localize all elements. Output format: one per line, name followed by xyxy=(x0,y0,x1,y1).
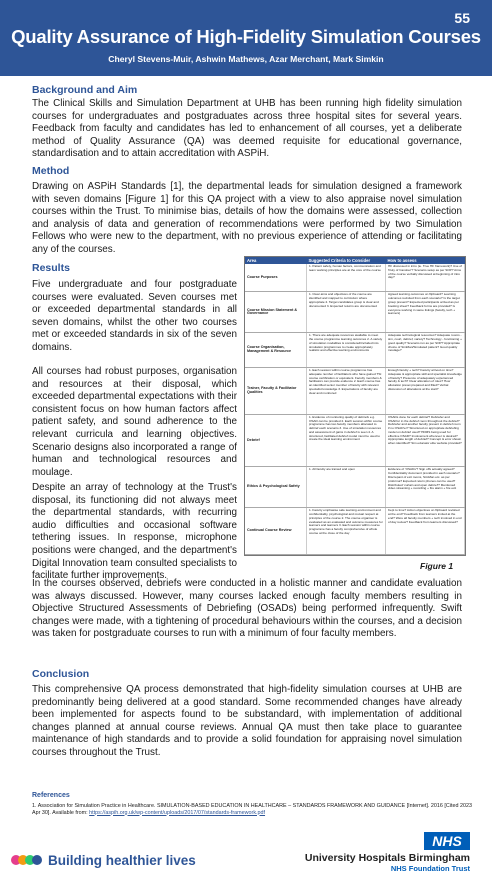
table-row xyxy=(245,467,465,508)
table-header-criteria: Suggested Criteria to Consider xyxy=(306,257,385,264)
results-paragraph-4: In the courses observed, debriefs were conducted in a holistic manner and candidate evaluation was always discussed. However, many courses lacked enough faculty members resulting in Objective Structured Assessments of Debriefing (OSADs) being performed infrequently. Swift changes were made, with a tightening of procedural behaviours within the courses, and a decision was taken for postgraduate courses to run with a minimum of four faculty members. xyxy=(32,578,462,640)
table-header-assess: How to assess xyxy=(385,257,464,264)
results-paragraph-2: All courses had robust purposes, organisation and resources at their disposal, which exceeded departmental expectations with their consistent focus on how human factors affect patient safety, and sound adherence to the relevant curricula and learning objectives. Scenario designs also incorporated a range of human and technological resources and moulage. xyxy=(32,366,237,478)
poster-number: 55 xyxy=(454,10,470,26)
table-cell-criteria: 1. All faculty are trained and open xyxy=(306,467,385,508)
table-cell-area: Continual Course Review xyxy=(245,508,306,555)
results-paragraph-3: Despite an array of technology at the Trust's disposal, its functioning did not always meet the departmental standards, with recurring audio difficulties and occasional software tethering issues. In response, microphone positions were changed, and the department's Digital Innovation team consulted specialists to facilitate further improvements. xyxy=(32,482,237,582)
table-row xyxy=(245,264,465,292)
table-cell-area: Course Organisation, Management & Resource xyxy=(245,333,306,368)
table-cell-criteria: 1. Evidence of monitoring quality of debriefs e.g. OSAD can be provided 2. Each session within course programme has two faculty members allocated to debrief each scenario 3. Use of simulation resources and assessment of gains in debrief is seen 4. A structured, facilitated debrief model must be used to create the ideal learning environment xyxy=(306,414,385,467)
table-cell-area: Ethics & Psychological Safety xyxy=(245,467,306,508)
reference-text: 1. Association for Simulation Practice in Healthcare. SIMULATION-BASED EDUCATION IN HEALTHCARE – STANDARDS FRAMEWORK AND GUIDANCE [Internet]. 2016 [Cited 2023 Apr 30]. Available from: xyxy=(32,803,472,816)
trust-name: University Hospitals Birmingham xyxy=(304,852,470,864)
table-cell-area: Course Mission Statement & Governance xyxy=(245,292,306,333)
table-cell-area: Debrief xyxy=(245,414,306,467)
table-row xyxy=(245,333,465,368)
table-cell-assess: OSADs done for each debrief? Debriefer and OSAD'er in the debrief room throughout the debrief? Debriefer and another faculty present in debrief room if no OSAD'er? Structured on appropriate debriefing model on debrief used? HDMS being used for effective OSAD? Involvement wherever is desired? Appropriate length of debrief? Concept & error shown when identified? Sim educator elite website provided? xyxy=(385,414,464,467)
table-cell-assess: Enough faculty + tech? Faculty arrived on time? Adequate & appropriate skill and specialist knowledge of faculty? Presence of adequately experienced faculty & tech? Clear allocation of roles? How allocation preset prepared and filled? Verbal discussion of allocations at the start? xyxy=(385,367,464,414)
method-text: Drawing on ASPiH Standards [1], the departmental leads for simulation designed a framework with seven domains [Figure 1] for this QA project with a view to also appraise novel simulation courses within the Trust. To minimise bias, details of how the domains were assessed, collection and analysis of data and generation of recommendations were performed by two Simulation Fellows who were new to the department, with no previous experience of attending or facilitating any of the courses. xyxy=(32,181,462,255)
table-cell-criteria: 1. Patient safety, human factors, communication and team working principles are at the core of the course xyxy=(306,264,385,292)
reference-item xyxy=(32,803,472,816)
nhs-logo: NHS xyxy=(424,832,470,850)
figure-caption: Figure 1 xyxy=(420,561,454,571)
method-heading: Method xyxy=(32,165,70,177)
table-cell-assess: HF discussed in intro (ie. True HF framework)? Use of 'Duty of Candour'? Scenario setup as per SOP? Aims of the course verbally discussed at beginning of intro day? xyxy=(385,264,464,292)
trust-subtitle: NHS Foundation Trust xyxy=(390,864,470,873)
figure-1-table xyxy=(244,256,466,556)
table-row xyxy=(245,414,465,467)
slogan-text: Building healthier lives xyxy=(48,852,196,868)
table-row xyxy=(245,292,465,333)
table-row xyxy=(245,508,465,555)
references-heading: References xyxy=(32,792,70,799)
background-text: The Clinical Skills and Simulation Department at UHB has been running high fidelity simulation courses for undergraduates and postgraduates across three hospital sites for several years. Feedback from faculty and candidates has led to enhancement of all courses, yet a deliberate method of Quality Assurance (QA) was deemed requisite for educational governance, standardisation and to attain accreditation with ASPiH. xyxy=(32,98,462,160)
results-paragraph-1: Five undergraduate and four postgraduate courses were evaluated. Seven courses met or exceeded departmental standards in all seven domains, whilst the other two courses met or exceeded standards in six of the seven domains. xyxy=(32,279,237,353)
table-header-area: Area xyxy=(245,257,306,264)
poster-header xyxy=(0,0,492,76)
table-cell-assess: Agreed learning outcomes on flipboard? Learning outcomes revisited from each scenario? Is the target group present? Expected participants arrived as per booking sheet? Feedback forms are provided? Is everyone working in same listings (faculty, tech + learners) xyxy=(385,292,464,333)
reference-link[interactable]: https://aspih.org.uk/wp-content/uploads/2017/07/standards-framework.pdf xyxy=(89,809,266,816)
table-cell-assess: Evidence of 'OSADs'? Sign offs actually agreed? Confidentiality document provided in each scenario? Discrepant of exit rooms, SimMan etc. as per proforma? Expected return phones can be used? Distributed 'curtain and open debrief'? Mentioned video streaming + recording + fire alarm + fire exit xyxy=(385,467,464,508)
background-heading: Background and Aim xyxy=(32,84,138,96)
building-healthier-lives-logo-icon xyxy=(10,848,42,872)
trust-block xyxy=(305,852,470,873)
table-cell-criteria: 1. Clear aims and objectives of the course are identified and mapped to curriculum where appropriate 2. Target candidates group is clear and documented 3. Expected returns are documented xyxy=(306,292,385,333)
conclusion-text: This comprehensive QA process demonstrated that high-fidelity simulation courses at UHB are predominantly being delivered at a good standard. Some recommended changes have already been implemented for aspects found to be substandard, with implementation of additional changes planned at annual course reviews. Annual QA must then take place to guarantee maintenance of high standards and to provide a solid foundation for appraising novel simulation courses throughout the Trust. xyxy=(32,684,462,758)
table-cell-criteria: 1. Faculty emphasise safe learning environment and confidentiality, psychological and mutual respect at principles of the course 2. The course organiser is evaluated as an evaluated and outcome measures for learners and learners 3. Each session within course programme has a faculty comprehensive of whole course at the close of the day xyxy=(306,508,385,555)
footer xyxy=(0,820,492,875)
table-cell-assess: Adequate technological resources? Adequate rooms - sim, court, debrief, variety? Technology - functioning + good quality? Scenario run as per SOP? Appropriate choice of SimMan/Simulated patient? Good quality moulage? xyxy=(385,333,464,368)
conclusion-heading: Conclusion xyxy=(32,668,90,680)
table-cell-assess: Kept to time? Action objectives on flipboard revisited at the end? Feedback from learners invited at the end? Were all faculty members + tech involved in end of day review? Feedback from learners discussed? xyxy=(385,508,464,555)
table-cell-area: Course Purposes xyxy=(245,264,306,292)
table-row xyxy=(245,367,465,414)
table-cell-area: Trainer, Faculty & Facilitator Qualities xyxy=(245,367,306,414)
authors: Cheryl Stevens-Muir, Ashwin Mathews, Azar Merchant, Mark Simkin xyxy=(108,54,384,64)
poster-title: Quality Assurance of High-Fidelity Simulation Courses xyxy=(11,26,481,47)
slogan-block xyxy=(10,848,196,872)
results-heading: Results xyxy=(32,262,70,274)
table-cell-criteria: 1. Each session within course programme has adequate number of facilitators who have gained TSI course certification or equivalent. Faculty members & facilitators can provide evidence 2. Each course has an identified senior member of faculty with relevant specialist knowledge 3. Expectations of faculty are clear and monitored xyxy=(306,367,385,414)
table-cell-criteria: 1. There are adequate resources available to meet the course programme learning outcomes 2. A variety of simulation modalities is considered/included into simulation programmes to create appropriately realistic and effective learning environments xyxy=(306,333,385,368)
